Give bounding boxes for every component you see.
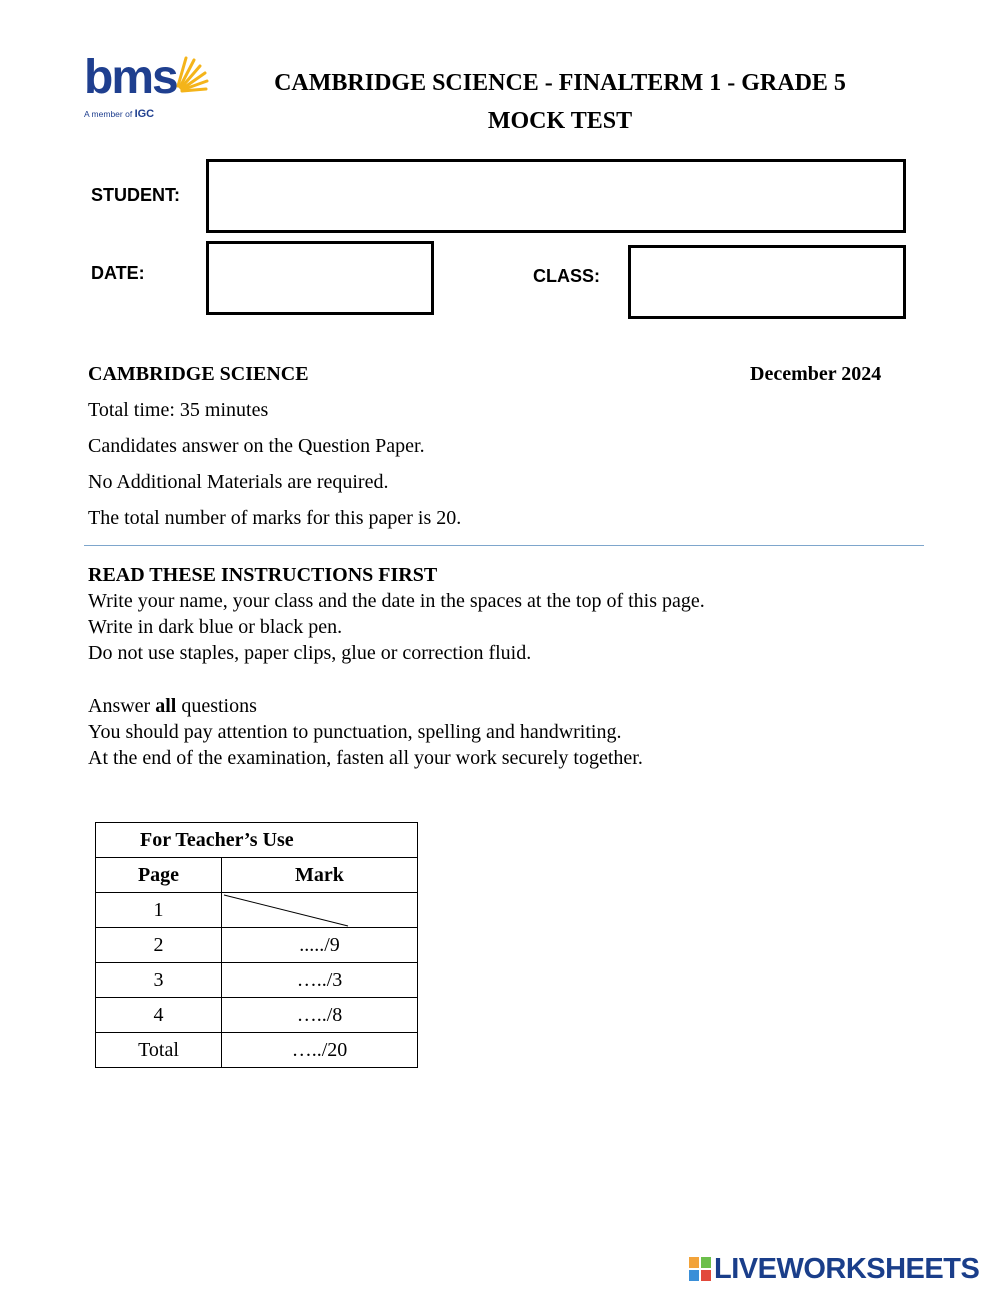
class-label: CLASS:: [533, 266, 600, 286]
date-label: DATE:: [91, 263, 145, 283]
date-field[interactable]: [206, 241, 434, 315]
class-field[interactable]: [628, 245, 906, 319]
materials-note: No Additional Materials are required.: [88, 471, 389, 493]
page-cell: 1: [96, 893, 222, 928]
table-header-row: [96, 858, 418, 893]
session-date: December 2024: [750, 363, 882, 385]
teacher-use-table: [95, 822, 418, 1068]
sun-icon: [172, 52, 212, 98]
answer-location: Candidates answer on the Question Paper.: [88, 435, 425, 457]
student-name-field[interactable]: [206, 159, 906, 233]
student-label: STUDENT:: [91, 185, 180, 205]
table-row: [96, 1033, 418, 1068]
page-cell: 3: [96, 963, 222, 998]
mark-cell: …../20: [222, 1033, 418, 1068]
mark-cell: …../3: [222, 963, 418, 998]
mark-column-header: Mark: [222, 858, 418, 893]
table-row: [96, 963, 418, 998]
total-time: Total time: 35 minutes: [88, 399, 269, 421]
page-title: CAMBRIDGE SCIENCE - FINALTERM 1 - GRADE 5: [274, 70, 846, 96]
page-column-header: Page: [96, 858, 222, 893]
table-title: For Teacher’s Use: [96, 823, 418, 858]
table-title-row: [96, 823, 418, 858]
liveworksheets-logo: [688, 1254, 988, 1284]
mark-cell: ...../9: [222, 928, 418, 963]
logo-tagline: A member of IGC: [84, 108, 155, 120]
instruction-line: At the end of the examination, fasten all your work securely together.: [88, 747, 643, 769]
mark-cell: …../8: [222, 998, 418, 1033]
logo-wordmark: bms: [84, 51, 177, 104]
divider: [84, 545, 924, 546]
instructions-heading: READ THESE INSTRUCTIONS FIRST: [88, 564, 438, 586]
subject-heading: CAMBRIDGE SCIENCE: [88, 363, 309, 385]
table-row: [96, 928, 418, 963]
liveworksheets-blocks-icon: [688, 1256, 712, 1282]
total-marks-note: The total number of marks for this paper is 20.: [88, 507, 462, 529]
mark-cell-crossed: [222, 893, 418, 928]
table-row: [96, 893, 418, 928]
igc-logo: IGC: [134, 108, 155, 120]
answer-all-line: Answer all questions: [88, 695, 257, 717]
page-cell: 4: [96, 998, 222, 1033]
liveworksheets-wordmark: LIVEWORKSHEETS: [714, 1253, 980, 1285]
bms-logo: [84, 52, 214, 124]
page-subtitle: MOCK TEST: [487, 108, 633, 134]
instruction-line: Do not use staples, paper clips, glue or correction fluid.: [88, 642, 532, 664]
instruction-line: You should pay attention to punctuation, spelling and handwriting.: [88, 721, 622, 743]
table-row: [96, 998, 418, 1033]
instruction-line: Write in dark blue or black pen.: [88, 616, 343, 638]
diagonal-strike: [222, 893, 417, 927]
page-cell: 2: [96, 928, 222, 963]
page-cell: Total: [96, 1033, 222, 1068]
instruction-line: Write your name, your class and the date in the spaces at the top of this page.: [88, 590, 705, 612]
